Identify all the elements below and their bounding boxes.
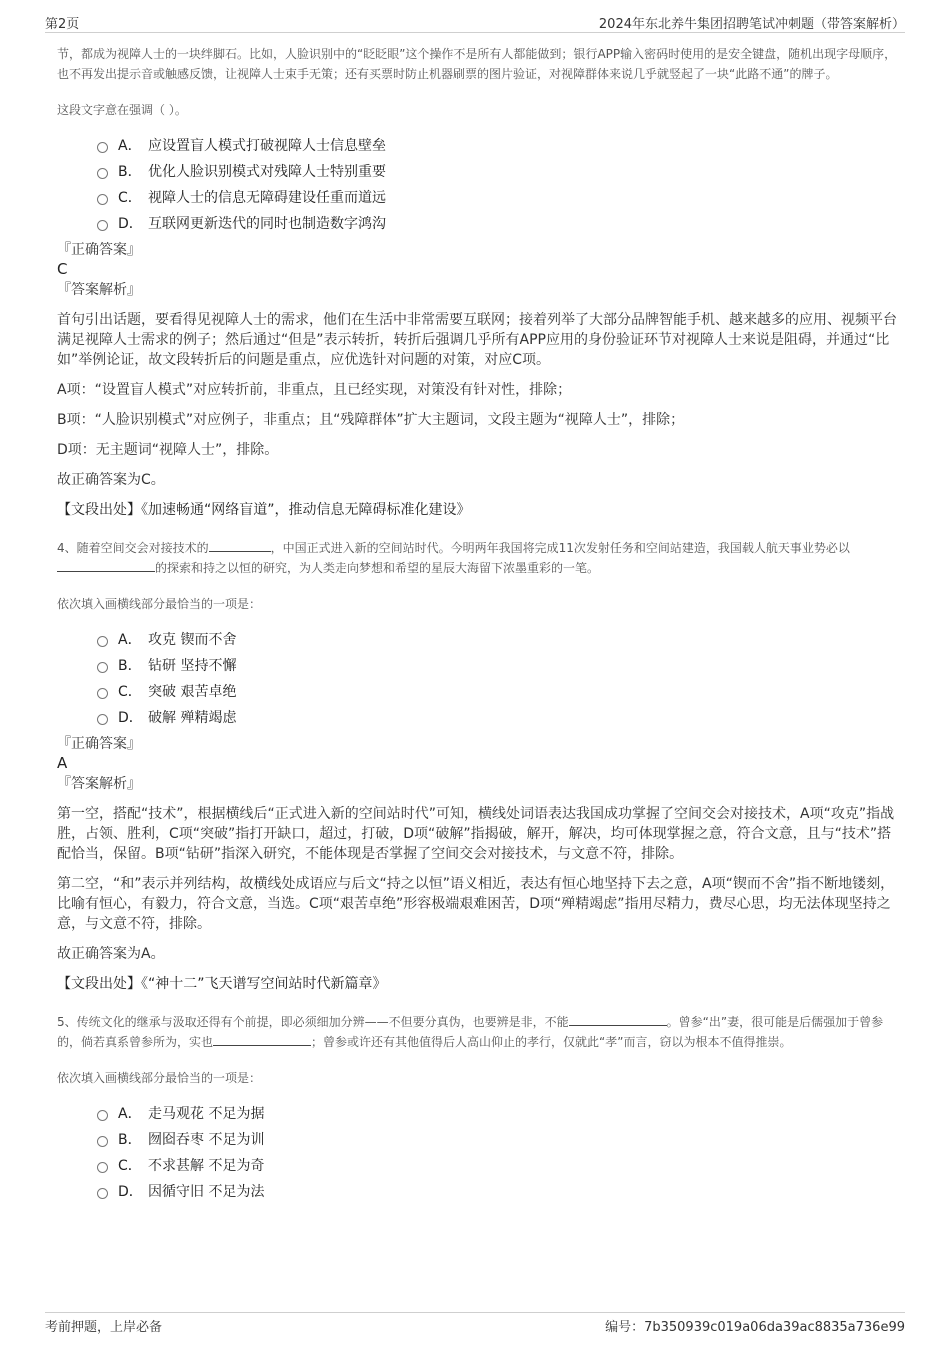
q3-option-d[interactable]: D． 互联网更新迭代的同时也制造数字鸿沟 (97, 210, 900, 236)
q4-option-b[interactable]: B． 钻研 坚持不懈 (97, 652, 900, 678)
q5-prompt: 依次填入画横线部分最恰当的一项是： (57, 1071, 262, 1085)
footer-slogan: 考前押题，上岸必备 (45, 1320, 163, 1335)
q4-analysis-3: 故正确答案为A。 (57, 946, 165, 962)
radio-icon[interactable] (97, 1110, 108, 1121)
page-header (45, 10, 905, 33)
radio-icon[interactable] (97, 220, 108, 231)
q5-option-a[interactable]: A． 走马观花 不足为据 (97, 1100, 900, 1126)
q3-option-b[interactable]: B． 优化人脸识别模式对残障人士特别重要 (97, 158, 900, 184)
q5-blank-2 (213, 1033, 311, 1046)
radio-icon[interactable] (97, 1162, 108, 1173)
radio-icon[interactable] (97, 1136, 108, 1147)
radio-icon[interactable] (97, 194, 108, 205)
page-footer (45, 1312, 905, 1337)
q4-source: 【文段出处】《“神十二”飞天谱写空间站时代新篇章》 (57, 976, 387, 992)
q4-analysis-1: 第一空，搭配“技术”，根据横线后“正式进入新的空间站时代”可知，横线处词语表达我国成功掌握了空间交会对接技术，A项“攻克”指战胜，占领、胜利，C项“突破”指打开缺口，超过，打破，D项“破解”指揭破，解开，解决，均可体现掌握之意，符合文意，且与“技术”搭配恰当，保留。B项“钻研”指深入研究，不能体现是否掌握了空间交会对接技术，与文意不符，排除。 (57, 806, 895, 862)
q4-answer: A (57, 754, 68, 772)
document-code: 编号：7b350939c019a06da39ac8835a736e99 (605, 1320, 905, 1335)
radio-icon[interactable] (97, 1188, 108, 1199)
q5-stem: 5、传统文化的继承与汲取还得有个前提，即必须细加分辨——不但要分真伪，也要辨是非，不能 。曾参“出”妻，很可能是后儒强加于曾参的，倘若真系曾参所为，实也 ；曾参或许还有其他值得后人高山仰止的孝行，仅就此“孝”而言，窃以为根本不值得推崇。 (57, 1015, 884, 1049)
radio-icon[interactable] (97, 168, 108, 179)
q4-blank-2 (57, 559, 155, 572)
q5-option-b[interactable]: B． 囫囵吞枣 不足为训 (97, 1126, 900, 1152)
q3-analysis-2: A项：“设置盲人模式”对应转折前，非重点，且已经实现，对策没有针对性，排除； (57, 382, 572, 398)
q4-analysis-label: 『答案解析』 (57, 776, 141, 792)
document-body (57, 44, 900, 1208)
q3-analysis-4: D项：无主题词“视障人士”，排除。 (57, 442, 279, 458)
q4-prompt: 依次填入画横线部分最恰当的一项是： (57, 597, 262, 611)
q3-analysis-1: 首句引出话题，要看得见视障人士的需求，他们在生活中非常需要互联网；接着列举了大部分品牌智能手机、越来越多的应用、视频平台满足视障人士需求的例子；然后通过“但是”表示转折，转折后强调几乎所有APP应用的身份验证环节对视障人士来说是阻碍，并通过“比如”举例论证，故文段转折后的问题是重点，应优选针对问题的对策，对应C项。 (57, 312, 897, 368)
q5-option-c[interactable]: C． 不求甚解 不足为奇 (97, 1152, 900, 1178)
q3-option-a[interactable]: A． 应设置盲人模式打破视障人士信息壁垒 (97, 132, 900, 158)
radio-icon[interactable] (97, 688, 108, 699)
q3-options (97, 132, 900, 236)
q4-option-a[interactable]: A． 攻克 锲而不舍 (97, 626, 900, 652)
q3-prompt: 这段文字意在强调（ ）。 (57, 103, 187, 117)
q4-answer-label: 『正确答案』 (57, 736, 141, 752)
q4-blank-1 (209, 539, 271, 552)
q5-blank-1 (569, 1013, 667, 1026)
page-number: 第2页 (45, 17, 80, 32)
q3-stem: 节，都成为视障人士的一块绊脚石。比如，人脸识别中的“眨眨眼”这个操作不是所有人都能做到；银行APP输入密码时使用的是安全键盘，随机出现字母顺序，也不再发出提示音或触感反馈，让视障人士束手无策；还有买票时防止机器刷票的图片验证，对视障群体来说几乎就竖起了一块“此路不通”的牌子。 (57, 47, 897, 81)
q4-options (97, 626, 900, 730)
radio-icon[interactable] (97, 714, 108, 725)
q3-option-c[interactable]: C． 视障人士的信息无障碍建设任重而道远 (97, 184, 900, 210)
q4-stem: 4、随着空间交会对接技术的 ，中国正式进入新的空间站时代。今明两年我国将完成11次发射任务和空间站建造，我国载人航天事业势必以的探索和持之以恒的研究，为人类走向梦想和希望的星辰大海留下浓墨重彩的一笔。 (57, 541, 850, 575)
q3-analysis-5: 故正确答案为C。 (57, 472, 165, 488)
q4-option-c[interactable]: C． 突破 艰苦卓绝 (97, 678, 900, 704)
radio-icon[interactable] (97, 142, 108, 153)
q3-source: 【文段出处】《加速畅通“网络盲道”，推动信息无障碍标准化建设》 (57, 502, 471, 518)
q3-analysis-3: B项：“人脸识别模式”对应例子，非重点；且“残障群体”扩大主题词，文段主题为“视障人士”，排除； (57, 412, 685, 428)
q3-answer-label: 『正确答案』 (57, 242, 141, 258)
q5-options (97, 1100, 900, 1204)
q3-analysis-label: 『答案解析』 (57, 282, 141, 298)
radio-icon[interactable] (97, 636, 108, 647)
document-title: 2024年东北养牛集团招聘笔试冲刺题（带答案解析） (598, 17, 905, 32)
q4-option-d[interactable]: D． 破解 殚精竭虑 (97, 704, 900, 730)
q5-option-d[interactable]: D． 因循守旧 不足为法 (97, 1178, 900, 1204)
q3-answer: C (57, 260, 68, 278)
radio-icon[interactable] (97, 662, 108, 673)
q4-analysis-2: 第二空，“和”表示并列结构，故横线处成语应与后文“持之以恒”语义相近，表达有恒心地坚持下去之意，A项“锲而不舍”指不断地镂刻，比喻有恒心，有毅力，符合文意，当选。C项“艰苦卓绝”形容极端艰难困苦，D项“殚精竭虑”指用尽精力，费尽心思，均无法体现坚持之意，与文意不符，排除。 (57, 876, 895, 932)
